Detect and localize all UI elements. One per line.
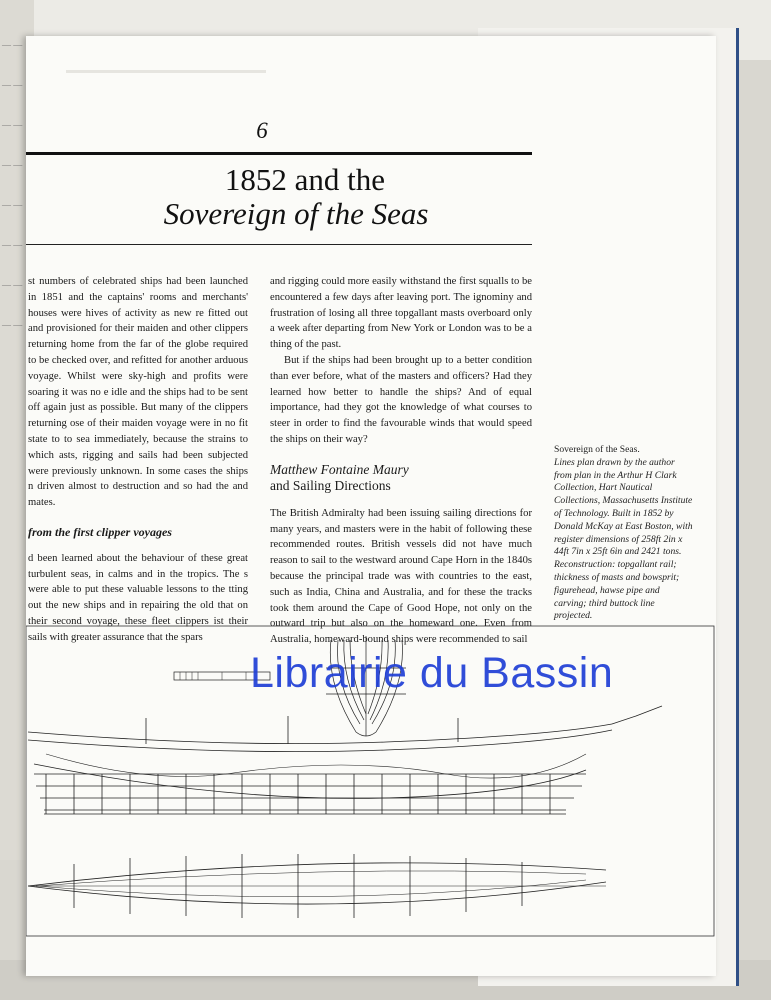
paragraph: and rigging could more easily withstand the first squalls to be encountered a few days after leaving port. The ignominy and frustration of losing all three topgallant masts overboard only a week after departing from New York or London was to be a thing of the past. bbox=[270, 276, 532, 351]
facing-page-edge: — — — — — — — — — — — — — — — — bbox=[0, 0, 34, 860]
text-column-left bbox=[28, 274, 248, 646]
paragraph: st numbers of celebrated ships had been launched in 1851 and the captains' rooms and merchants' houses were hives of activity as new re fitted out and provisioned for their maiden and other clippers returning home from the far of the globe required to be checked over, and refitted for another arduous voyage. Whilst were sky-high and profits were soaring it was no e idle and the ships had to be sent off again just as possible. But many of the clippers returning ose of their maiden voyage were in no fit state to to sea immediately, because the strains to which asts, rigging and sails had been subjected were previously unknown. In some cases the ships n driven almost to destruction and so had the and mates. bbox=[28, 276, 248, 509]
paragraph: But if the ships had been brought up to a better condition than ever before, what of the masters and officers? Had they learned how better to handle the ships? And of equal importance, had they got the knowledge of what courses to steer in order to find the favourable winds that would speed the ships on their way? bbox=[270, 354, 532, 445]
watermark-text: Librairie du Bassin bbox=[250, 649, 614, 697]
chapter-rule-top bbox=[26, 152, 532, 155]
section-subheading: from the first clipper voyages bbox=[28, 524, 172, 539]
caption-body: Lines plan drawn by the author from plan in the Arthur H Clark Collection, Hart Nautical Collections, Massachusetts Institute of Technology. Built in 1852 by Donald McKay at East Boston, with register dimensions of 258ft 2in x 44ft 7in x 25ft 6in and 2421 tons. Reconstruction: topgallant rail; thickness of masts and bowsprit; figurehead, hawse pipe and carving; third buttock line projected. bbox=[554, 456, 693, 622]
chapter-title-line1: 1852 and the bbox=[224, 162, 386, 197]
chapter-number: 6 bbox=[256, 118, 268, 143]
profile-sheer-plan bbox=[28, 706, 662, 814]
section-subheading-line2: and Sailing Directions bbox=[270, 477, 391, 493]
text-column-right bbox=[270, 274, 532, 648]
section-subheading-line1: Matthew Fontaine Maury bbox=[270, 461, 409, 477]
caption-title: Sovereign of the Seas. bbox=[554, 444, 640, 455]
running-head bbox=[66, 70, 266, 73]
chapter-title-line2: Sovereign of the Seas bbox=[163, 196, 429, 231]
paragraph: d been learned about the behaviour of these great turbulent seas, in calms and in the tropics. The s were able to put these valuable lessons to the tting out the new ships and in repairing the old that on their second voyage, these fleet clippers ist their sails with greater assurance that the spars bbox=[28, 552, 248, 643]
chapter-rule-bottom bbox=[26, 244, 532, 245]
paragraph: The British Admiralty had been issuing sailing directions for many years, and masters were in the habit of following these recommended routes. British vessels did not have much reason to sail to the westward around Cape Horn in the 1840s because the principal trade was with countries to the east, such as India, China and Australia, and for these the tracks took them around the Cape of Good Hope, not only on the outward trip but also on the homeward one. Even from Australia, homeward-bound ships were recommended to sail bbox=[270, 507, 532, 646]
figure-caption bbox=[554, 444, 694, 623]
book-page bbox=[26, 36, 716, 976]
half-breadth-plan bbox=[28, 854, 606, 918]
